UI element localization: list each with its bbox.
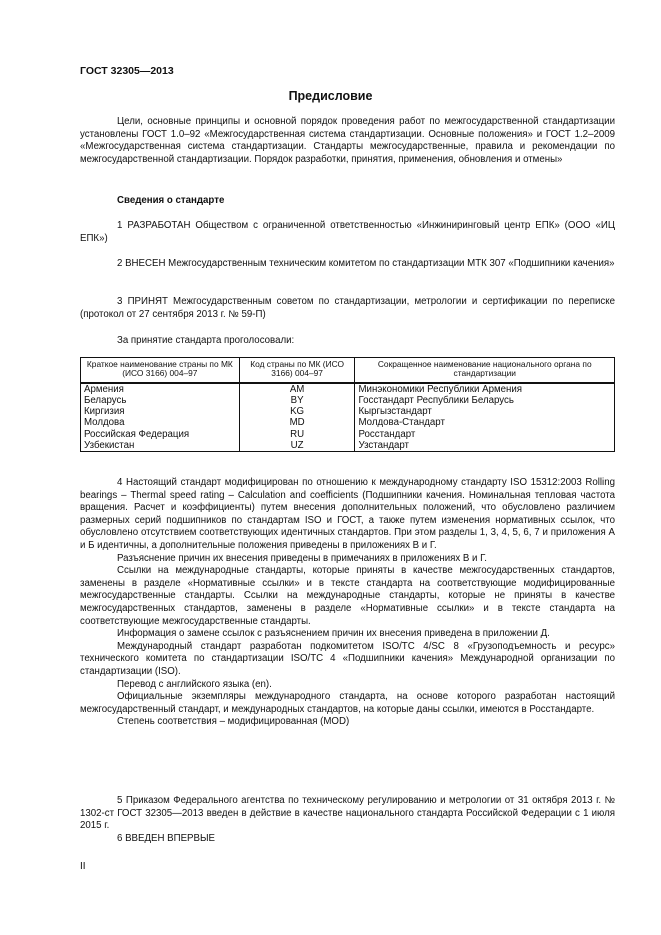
- table-row: [81, 395, 615, 406]
- col-header-country: Краткое наименование страны по МК (ИСО 3166) 004–97: [81, 358, 240, 383]
- intro-paragraph: Цели, основные принципы и основной порядок проведения работ по межгосударственной стандартизации установлены ГОСТ 1.0–92 «Межгосударственная система стандартизации. Основные положения» и ГОСТ 1.2–2009 «Межгосударственная система стандартизации. Стандарты межгосударственные, правила и рекомендации по межгосударственной стандартизации. Порядок разработки, принятия, применения, обновления и отмены»: [80, 116, 615, 165]
- cell-agency: Молдова-Стандарт: [355, 417, 615, 428]
- table-row: [81, 406, 615, 417]
- item-5: 5 Приказом Федерального агентства по техническому регулированию и метрологии от 31 октября 2013 г. № 1302-ст ГОСТ 32305—2013 введен в действие в качестве национального стандарта Российской Федерации с 1 июля 2015 г.: [80, 795, 615, 832]
- col-header-code: Код страны по МК (ИСО 3166) 004–97: [239, 358, 355, 383]
- voted-label: За принятие стандарта проголосовали:: [117, 335, 295, 346]
- item-4-references: Ссылки на международные стандарты, которые приняты в качестве межгосударственных стандартов, заменены в разделе «Нормативные ссылки» и в тексте стандарта на соответствующие модифицированные межгосударственные стандарты. Ссылки на международные стандарты, которые не приняты в качестве межгосударственных стандартов, заменены в разделе «Нормативные ссылки» и в тексте стандарта на соответствующие межгосударственные стандарты.: [80, 565, 615, 627]
- item-4-translation: Перевод с английского языка (en).: [117, 678, 272, 690]
- item-2: 2 ВНЕСЕН Межгосударственным техническим комитетом по стандартизации МТК 307 «Подшипники качения»: [117, 258, 615, 269]
- cell-agency: Минэкономики Республики Армения: [355, 383, 615, 395]
- document-code: ГОСТ 32305—2013: [80, 65, 174, 77]
- page-number: II: [80, 861, 86, 872]
- table-row: [81, 383, 615, 395]
- countries-table: [80, 357, 615, 452]
- cell-code: KG: [239, 406, 355, 417]
- item-1: 1 РАЗРАБОТАН Обществом с ограниченной ответственностью «Инжиниринговый центр ЕПК» (ООО «ИЦ ЕПК»): [80, 220, 615, 244]
- page-title: Предисловие: [288, 89, 373, 103]
- item-6: 6 ВВЕДЕН ВПЕРВЫЕ: [117, 833, 216, 844]
- cell-code: UZ: [239, 440, 355, 452]
- cell-country: Молдова: [81, 417, 240, 428]
- table-row: [81, 440, 615, 452]
- item-4-developer: Международный стандарт разработан подкомитетом ISO/TC 4/SC 8 «Грузоподъемность и ресурс» технического комитета по стандартизации ISO/TC 4 «Подшипники качения» Международной организации по стандартизации (ISO).: [80, 640, 615, 677]
- cell-code: MD: [239, 417, 355, 428]
- table-header-row: [81, 358, 615, 383]
- cell-code: RU: [239, 429, 355, 440]
- cell-agency: Узстандарт: [355, 440, 615, 452]
- item-4-paragraph: 4 Настоящий стандарт модифицирован по отношению к международному стандарту ISO 15312:2003 Rolling bearings – Thermal speed rating – Calculation and coefficients (Подшипники качения. Номинальная тепловая частота вращения. Расчет и коэффициенты) путем внесения дополнительных положений, что обусловлено различием размерных серий подшипников по стандартам ISO и ГОСТ, а также путем изменения нормативных ссылок, что обусловлено отсутствием соответствующих идентичных стандартов. При этом разделы 1, 3, 4, 5, 6, 7 и приложения А и Б идентичны, а дополнительные положения приведены в приложениях В и Г.: [80, 477, 615, 551]
- table-row: [81, 429, 615, 440]
- cell-code: BY: [239, 395, 355, 406]
- section-title: Сведения о стандарте: [117, 195, 225, 206]
- item-3: 3 ПРИНЯТ Межгосударственным советом по стандартизации, метрологии и сертификации по переписке (протокол от 27 сентября 2013 г. № 59-П): [80, 296, 615, 320]
- cell-code: AM: [239, 383, 355, 395]
- cell-agency: Росстандарт: [355, 429, 615, 440]
- cell-country: Беларусь: [81, 395, 240, 406]
- cell-country: Киргизия: [81, 406, 240, 417]
- item-4-conformity: Степень соответствия – модифицированная (MOD): [117, 716, 350, 728]
- item-4-replacement-info: Информация о замене ссылок с разъяснением причин их внесения приведена в приложении Д.: [117, 628, 550, 640]
- col-header-agency: Сокращенное наименование национального органа по стандартизации: [355, 358, 615, 383]
- cell-country: Узбекистан: [81, 440, 240, 452]
- cell-agency: Кыргызстандарт: [355, 406, 615, 417]
- item-4-official-copies: Официальные экземпляры международного стандарта, на основе которого разработан настоящий межгосударственный стандарт, и международных стандартов, на которые даны ссылки, имеются в Росстандарте.: [80, 691, 615, 715]
- cell-country: Армения: [81, 383, 240, 395]
- cell-agency: Госстандарт Республики Беларусь: [355, 395, 615, 406]
- item-4-explanation: Разъяснение причин их внесения приведены в примечаниях в приложениях В и Г.: [117, 552, 487, 564]
- item-4-block: [80, 477, 615, 729]
- cell-country: Российская Федерация: [81, 429, 240, 440]
- table-row: [81, 417, 615, 428]
